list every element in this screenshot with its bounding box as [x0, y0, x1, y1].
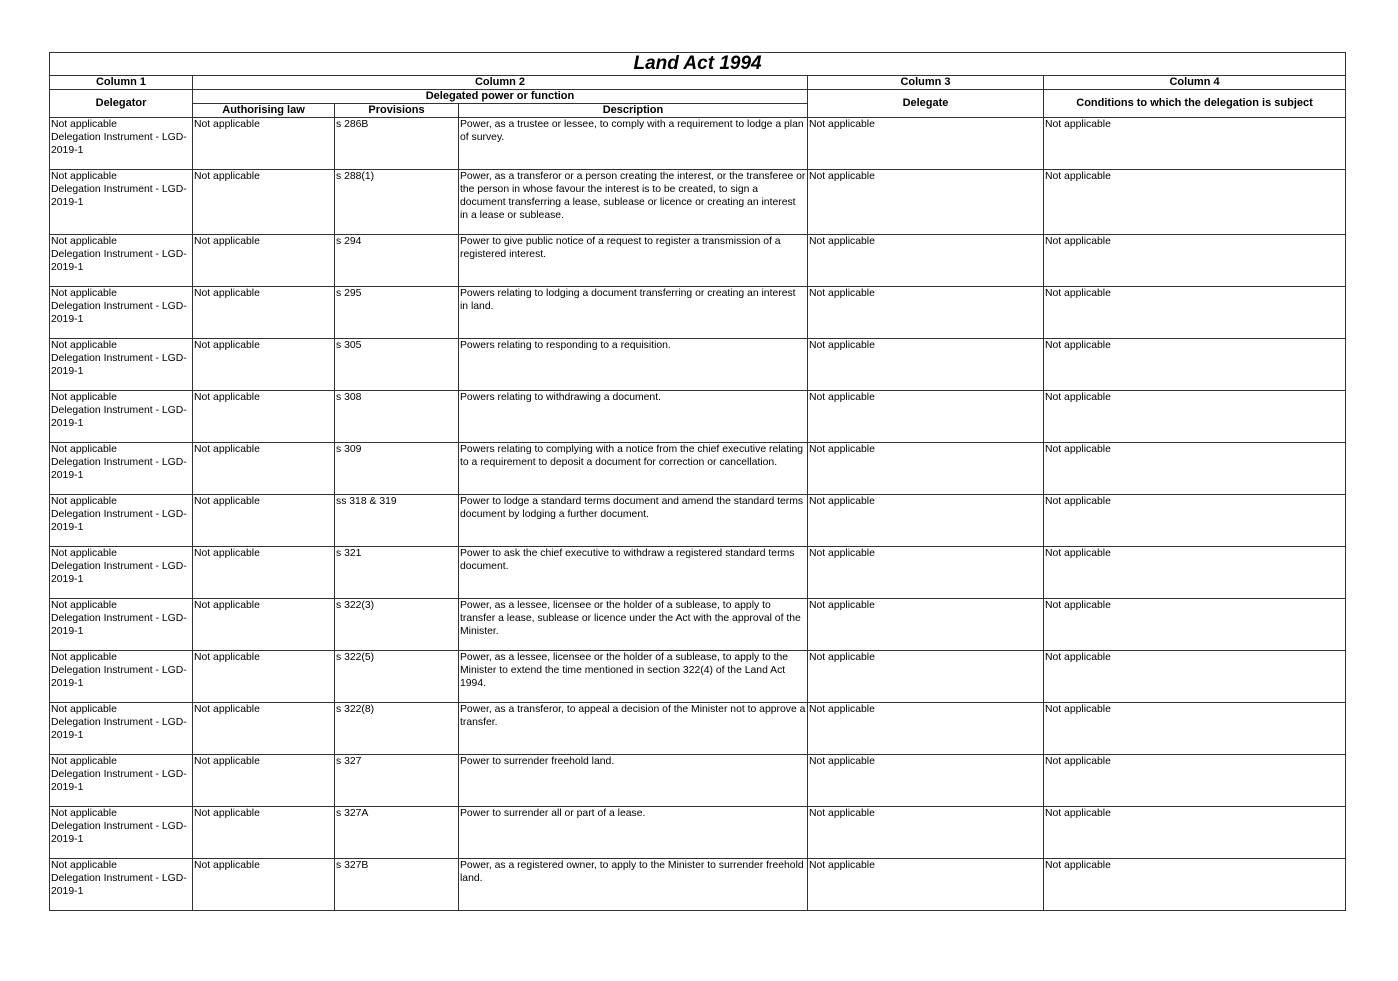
page-title: Land Act 1994 — [50, 53, 1346, 76]
delegate-cell: Not applicable — [808, 235, 1044, 287]
provision-cell: s 322(3) — [335, 599, 459, 651]
authorising-law-cell: Not applicable — [193, 651, 335, 703]
instrument-text: Delegation Instrument - LGD-2019-1 — [51, 457, 187, 481]
column-2-header: Column 2 — [193, 76, 808, 90]
table-row — [50, 287, 1346, 339]
delegation-table — [49, 52, 1346, 911]
delegator-cell — [50, 599, 193, 651]
provisions-header: Provisions — [335, 104, 459, 118]
authorising-law-cell: Not applicable — [193, 547, 335, 599]
delegate-cell: Not applicable — [808, 495, 1044, 547]
delegator-text: Not applicable — [51, 808, 117, 819]
description-cell: Power to surrender all or part of a lease. — [459, 807, 808, 859]
delegate-cell: Not applicable — [808, 859, 1044, 911]
delegator-text: Not applicable — [51, 340, 117, 351]
description-cell: Powers relating to lodging a document transferring or creating an interest in land. — [459, 287, 808, 339]
delegator-cell — [50, 287, 193, 339]
delegator-cell — [50, 547, 193, 599]
column-3-header: Column 3 — [808, 76, 1044, 90]
delegator-cell — [50, 859, 193, 911]
delegator-cell — [50, 495, 193, 547]
provision-cell: s 286B — [335, 118, 459, 170]
description-cell: Power, as a registered owner, to apply to the Minister to surrender freehold land. — [459, 859, 808, 911]
delegate-cell: Not applicable — [808, 287, 1044, 339]
authorising-law-cell: Not applicable — [193, 755, 335, 807]
description-cell: Power to give public notice of a request to register a transmission of a registered interest. — [459, 235, 808, 287]
column-4-header: Column 4 — [1044, 76, 1346, 90]
delegator-cell — [50, 391, 193, 443]
delegator-text: Not applicable — [51, 392, 117, 403]
instrument-text: Delegation Instrument - LGD-2019-1 — [51, 561, 187, 585]
provision-cell: ss 318 & 319 — [335, 495, 459, 547]
instrument-text: Delegation Instrument - LGD-2019-1 — [51, 821, 187, 845]
authorising-law-cell: Not applicable — [193, 807, 335, 859]
delegate-cell: Not applicable — [808, 339, 1044, 391]
conditions-cell: Not applicable — [1044, 443, 1346, 495]
delegator-text: Not applicable — [51, 548, 117, 559]
provision-cell: s 309 — [335, 443, 459, 495]
provision-cell: s 322(8) — [335, 703, 459, 755]
delegator-text: Not applicable — [51, 119, 117, 130]
authorising-law-cell: Not applicable — [193, 443, 335, 495]
provision-cell: s 321 — [335, 547, 459, 599]
table-row — [50, 547, 1346, 599]
instrument-text: Delegation Instrument - LGD-2019-1 — [51, 717, 187, 741]
authorising-law-cell: Not applicable — [193, 287, 335, 339]
instrument-text: Delegation Instrument - LGD-2019-1 — [51, 509, 187, 533]
delegator-cell — [50, 443, 193, 495]
delegator-cell — [50, 703, 193, 755]
delegator-cell — [50, 118, 193, 170]
delegator-text: Not applicable — [51, 171, 117, 182]
description-cell: Power, as a trustee or lessee, to comply with a requirement to lodge a plan of survey. — [459, 118, 808, 170]
description-cell: Power, as a lessee, licensee or the holder of a sublease, to apply to transfer a lease, sublease or licence under the Act with the approval of the Minister. — [459, 599, 808, 651]
table-row — [50, 651, 1346, 703]
authorising-law-cell: Not applicable — [193, 859, 335, 911]
conditions-cell: Not applicable — [1044, 807, 1346, 859]
delegator-text: Not applicable — [51, 600, 117, 611]
delegator-cell — [50, 807, 193, 859]
table-row — [50, 859, 1346, 911]
table-row — [50, 391, 1346, 443]
conditions-cell: Not applicable — [1044, 339, 1346, 391]
authorising-law-cell: Not applicable — [193, 703, 335, 755]
table-row — [50, 703, 1346, 755]
description-cell: Power to lodge a standard terms document and amend the standard terms document by lodging a further document. — [459, 495, 808, 547]
description-cell: Power, as a transferor or a person creating the interest, or the transferee or the person in whose favour the interest is to be created, to sign a document transferring a lease, sublease or licence or creating an interest in a lease or sublease. — [459, 170, 808, 235]
provision-cell: s 327A — [335, 807, 459, 859]
table-row — [50, 170, 1346, 235]
delegate-cell: Not applicable — [808, 651, 1044, 703]
description-cell: Power, as a transferor, to appeal a decision of the Minister not to approve a transfer. — [459, 703, 808, 755]
instrument-text: Delegation Instrument - LGD-2019-1 — [51, 665, 187, 689]
delegate-cell: Not applicable — [808, 807, 1044, 859]
description-cell: Powers relating to withdrawing a document. — [459, 391, 808, 443]
authorising-law-header: Authorising law — [193, 104, 335, 118]
description-cell: Power to ask the chief executive to withdraw a registered standard terms document. — [459, 547, 808, 599]
instrument-text: Delegation Instrument - LGD-2019-1 — [51, 873, 187, 897]
column-1-header: Column 1 — [50, 76, 193, 90]
delegator-cell — [50, 235, 193, 287]
delegator-text: Not applicable — [51, 288, 117, 299]
delegate-cell: Not applicable — [808, 547, 1044, 599]
delegator-cell — [50, 170, 193, 235]
table-row — [50, 443, 1346, 495]
delegator-cell — [50, 651, 193, 703]
delegate-cell: Not applicable — [808, 391, 1044, 443]
instrument-text: Delegation Instrument - LGD-2019-1 — [51, 769, 187, 793]
delegated-power-header: Delegated power or function — [193, 90, 808, 104]
conditions-cell: Not applicable — [1044, 651, 1346, 703]
delegator-text: Not applicable — [51, 704, 117, 715]
delegator-text: Not applicable — [51, 756, 117, 767]
table-row — [50, 235, 1346, 287]
conditions-cell: Not applicable — [1044, 755, 1346, 807]
conditions-cell: Not applicable — [1044, 703, 1346, 755]
instrument-text: Delegation Instrument - LGD-2019-1 — [51, 353, 187, 377]
table-row — [50, 118, 1346, 170]
provision-cell: s 327 — [335, 755, 459, 807]
description-cell: Power, as a lessee, licensee or the holder of a sublease, to apply to the Minister to extend the time mentioned in section 322(4) of the Land Act 1994. — [459, 651, 808, 703]
table-row — [50, 339, 1346, 391]
provision-cell: s 305 — [335, 339, 459, 391]
table-row — [50, 755, 1346, 807]
provision-cell: s 322(5) — [335, 651, 459, 703]
delegator-cell — [50, 755, 193, 807]
description-cell: Power to surrender freehold land. — [459, 755, 808, 807]
delegate-cell: Not applicable — [808, 170, 1044, 235]
delegate-cell: Not applicable — [808, 755, 1044, 807]
description-cell: Powers relating to complying with a notice from the chief executive relating to a requirement to deposit a document for correction or cancellation. — [459, 443, 808, 495]
delegator-text: Not applicable — [51, 652, 117, 663]
conditions-cell: Not applicable — [1044, 391, 1346, 443]
delegator-text: Not applicable — [51, 444, 117, 455]
conditions-cell: Not applicable — [1044, 118, 1346, 170]
authorising-law-cell: Not applicable — [193, 170, 335, 235]
description-header: Description — [459, 104, 808, 118]
instrument-text: Delegation Instrument - LGD-2019-1 — [51, 132, 187, 156]
provision-cell: s 308 — [335, 391, 459, 443]
provision-cell: s 327B — [335, 859, 459, 911]
delegate-cell: Not applicable — [808, 703, 1044, 755]
authorising-law-cell: Not applicable — [193, 118, 335, 170]
conditions-header: Conditions to which the delegation is subject — [1044, 90, 1346, 118]
authorising-law-cell: Not applicable — [193, 599, 335, 651]
provision-cell: s 294 — [335, 235, 459, 287]
table-row — [50, 495, 1346, 547]
delegate-header: Delegate — [808, 90, 1044, 118]
instrument-text: Delegation Instrument - LGD-2019-1 — [51, 405, 187, 429]
authorising-law-cell: Not applicable — [193, 339, 335, 391]
conditions-cell: Not applicable — [1044, 599, 1346, 651]
instrument-text: Delegation Instrument - LGD-2019-1 — [51, 613, 187, 637]
conditions-cell: Not applicable — [1044, 235, 1346, 287]
delegator-cell — [50, 339, 193, 391]
authorising-law-cell: Not applicable — [193, 495, 335, 547]
delegator-text: Not applicable — [51, 236, 117, 247]
delegator-text: Not applicable — [51, 860, 117, 871]
provision-cell: s 295 — [335, 287, 459, 339]
instrument-text: Delegation Instrument - LGD-2019-1 — [51, 184, 187, 208]
conditions-cell: Not applicable — [1044, 287, 1346, 339]
delegate-cell: Not applicable — [808, 118, 1044, 170]
description-cell: Powers relating to responding to a requisition. — [459, 339, 808, 391]
instrument-text: Delegation Instrument - LGD-2019-1 — [51, 301, 187, 325]
conditions-cell: Not applicable — [1044, 859, 1346, 911]
instrument-text: Delegation Instrument - LGD-2019-1 — [51, 249, 187, 273]
delegate-cell: Not applicable — [808, 443, 1044, 495]
authorising-law-cell: Not applicable — [193, 235, 335, 287]
provision-cell: s 288(1) — [335, 170, 459, 235]
authorising-law-cell: Not applicable — [193, 391, 335, 443]
delegate-cell: Not applicable — [808, 599, 1044, 651]
table-row — [50, 599, 1346, 651]
table-row — [50, 807, 1346, 859]
conditions-cell: Not applicable — [1044, 495, 1346, 547]
conditions-cell: Not applicable — [1044, 170, 1346, 235]
delegator-text: Not applicable — [51, 496, 117, 507]
conditions-cell: Not applicable — [1044, 547, 1346, 599]
delegator-header: Delegator — [50, 90, 193, 118]
